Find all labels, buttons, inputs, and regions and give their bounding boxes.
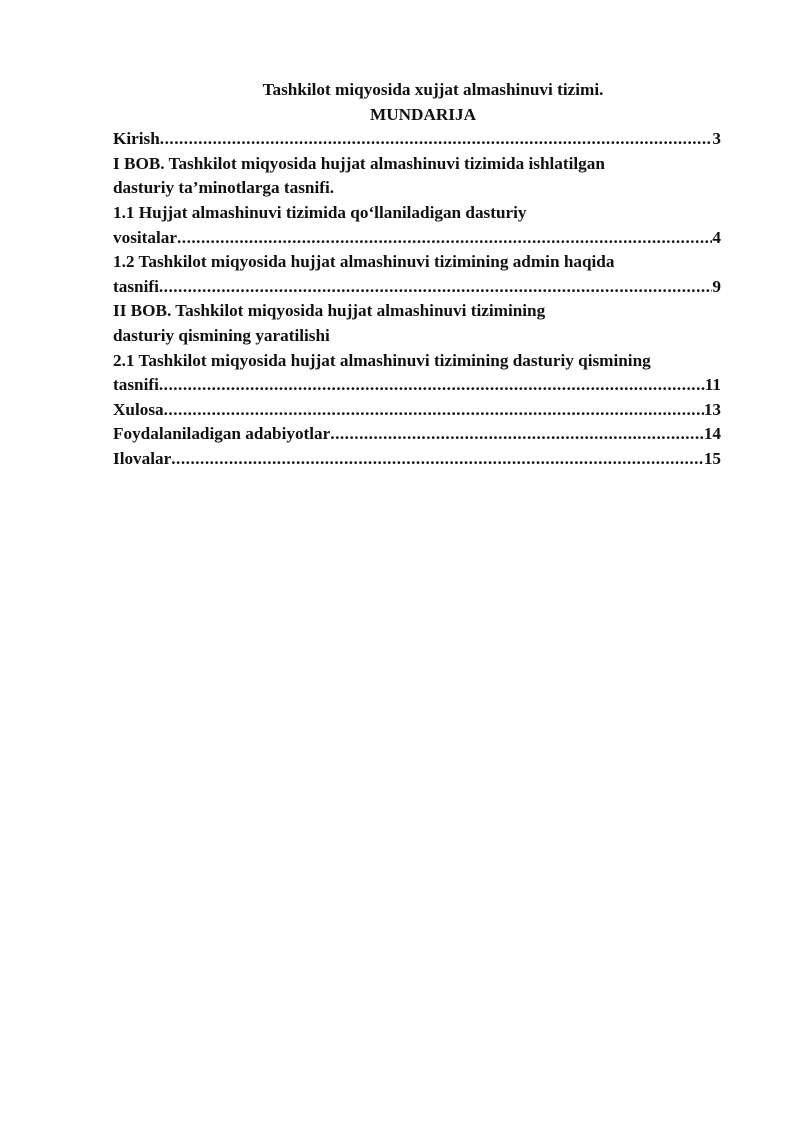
toc-entry-xulosa[interactable] bbox=[113, 398, 721, 423]
toc-dot-leader bbox=[159, 275, 713, 300]
toc-entry-row bbox=[113, 447, 721, 472]
toc-entry-line: 1.1 Hujjat almashinuvi tizimida qo‘llaniladigan dasturiy bbox=[113, 202, 527, 222]
toc-heading: MUNDARIJA bbox=[370, 104, 476, 124]
toc-entry-section-1-2[interactable] bbox=[113, 250, 721, 299]
toc-entry-row bbox=[113, 127, 721, 152]
toc-entry-row bbox=[113, 226, 721, 251]
toc-entry-line: II BOB. Tashkilot miqyosida hujjat almashinuvi tizimining bbox=[113, 301, 546, 321]
toc-entry-label: vositalar bbox=[113, 227, 177, 247]
toc-dot-leader bbox=[177, 226, 712, 251]
toc-entry-section-1-1[interactable] bbox=[113, 201, 721, 250]
toc-entry-chapter-1[interactable] bbox=[113, 152, 721, 201]
toc-dot-leader bbox=[159, 373, 705, 398]
table-of-contents bbox=[113, 127, 721, 471]
toc-entry-label: Ilovalar bbox=[113, 448, 172, 468]
toc-page-number: 4 bbox=[712, 227, 721, 247]
toc-entry-row bbox=[113, 373, 721, 398]
toc-dot-leader bbox=[164, 398, 704, 423]
toc-page-number: 9 bbox=[712, 276, 721, 296]
toc-entry-ilovalar[interactable] bbox=[113, 447, 721, 472]
toc-page-number: 13 bbox=[703, 399, 721, 419]
toc-page-number: 3 bbox=[712, 129, 721, 149]
toc-dot-leader bbox=[171, 447, 704, 472]
toc-entry-line: dasturiy qismining yaratilishi bbox=[113, 325, 330, 345]
toc-dot-leader bbox=[330, 422, 704, 447]
toc-entry-label: Foydalaniladigan adabiyotlar bbox=[113, 424, 331, 444]
toc-page-number: 14 bbox=[703, 424, 721, 444]
toc-entry-line: I BOB. Tashkilot miqyosida hujjat almashinuvi tizimida ishlatilgan bbox=[113, 153, 605, 173]
toc-entry-kirish[interactable] bbox=[113, 127, 721, 152]
toc-dot-leader bbox=[160, 127, 713, 152]
toc-page-number: 15 bbox=[703, 448, 721, 468]
toc-entry-label: tasnifi bbox=[113, 375, 159, 395]
toc-entry-line: 2.1 Tashkilot miqyosida hujjat almashinuvi tizimining dasturiy qismining bbox=[113, 350, 651, 370]
toc-page-number: 11 bbox=[704, 375, 721, 395]
toc-entry-adabiyotlar[interactable] bbox=[113, 422, 721, 447]
toc-entry-label: Xulosa bbox=[113, 399, 164, 419]
document-title: Tashkilot miqyosida xujjat almashinuvi tizimi. bbox=[262, 80, 604, 99]
toc-entry-line: dasturiy ta’minotlarga tasnifi. bbox=[113, 178, 335, 198]
toc-entry-section-2-1[interactable] bbox=[113, 349, 721, 398]
toc-entry-row bbox=[113, 422, 721, 447]
page-content bbox=[113, 78, 721, 472]
toc-entry-line: 1.2 Tashkilot miqyosida hujjat almashinuvi tizimining admin haqida bbox=[113, 252, 615, 272]
toc-entry-row bbox=[113, 275, 721, 300]
toc-entry-row bbox=[113, 398, 721, 423]
toc-entry-chapter-2[interactable] bbox=[113, 299, 721, 348]
toc-entry-label: tasnifi bbox=[113, 276, 159, 296]
toc-entry-label: Kirish bbox=[113, 129, 160, 149]
